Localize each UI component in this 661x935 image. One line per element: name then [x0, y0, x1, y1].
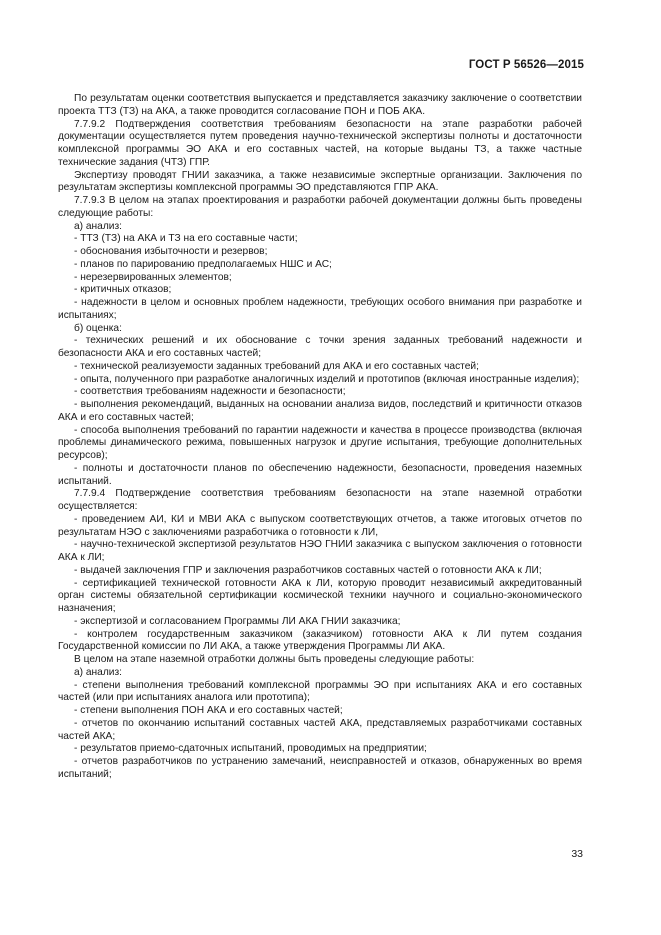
paragraph: По результатам оценки соответствия выпускается и представляется заказчику заключение о соответствии проекта ТТЗ (ТЗ) на АКА, а также проводится согласование ПОН и ПОБ АКА.	[58, 93, 582, 117]
document-body	[58, 93, 582, 782]
paragraph: - выполнения рекомендаций, выданных на основании анализа видов, последствий и критичности отказов АКА и его составных частей;	[58, 399, 582, 423]
paragraph: - проведением АИ, КИ и МВИ АКА с выпуском соответствующих отчетов, а также итоговых отчетов по результатам НЭО с заключениями разработчика о готовности к ЛИ,	[58, 513, 582, 538]
paragraph: - выдачей заключения ГПР и заключения разработчиков составных частей о готовности АКА к ЛИ;	[74, 564, 542, 576]
paragraph: - степени выполнения ПОН АКА и его составных частей;	[74, 705, 343, 716]
paragraph: - экспертизой и согласованием Программы ЛИ АКА ГНИИ заказчика;	[74, 615, 401, 627]
paragraph: - критичных отказов;	[74, 284, 172, 296]
paragraph: - планов по парированию предполагаемых НШС и АС;	[74, 258, 332, 270]
paragraph: - ТТЗ (ТЗ) на АКА и ТЗ на его составные части;	[74, 233, 298, 245]
paragraph: - результатов приемо-сдаточных испытаний, проводимых на предприятии;	[74, 743, 427, 755]
paragraph: 7.7.9.3 В целом на этапах проектирования и разработки рабочей документации должны быть проведены следующие работы:	[58, 195, 582, 219]
paragraph: - обоснования избыточности и резервов;	[74, 246, 268, 257]
paragraph: 7.7.9.4 Подтверждение соответствия требованиям безопасности на этапе наземной отработки осуществляется:	[58, 488, 582, 512]
page-number: 33	[571, 848, 583, 860]
paragraph: - научно-технической экспертизой результатов НЭО ГНИИ заказчика с выпуском заключения о готовности АКА к ЛИ;	[58, 539, 582, 563]
paragraph: - способа выполнения требований по гарантии надежности и качества в процессе производства (включая проблемы динамического режима, повышенных нагрузок и другие испытания, требующие дополнительных ресурсов);	[58, 424, 582, 461]
paragraph: а) анализ:	[74, 666, 122, 678]
paragraph: - нерезервированных элементов;	[74, 271, 232, 283]
paragraph: - сертификацией технической готовности АКА к ЛИ, которую проводит независимый аккредитованный орган системы обязательной сертификации космической техники научного и социально-экономического назначения;	[58, 577, 582, 614]
paragraph: - технических решений и их обоснование с точки зрения заданных требований надежности и безопасности АКА и его составных частей;	[58, 335, 582, 359]
paragraph: - технической реализуемости заданных требований для АКА и его составных частей;	[74, 360, 479, 372]
paragraph: - отчетов разработчиков по устранению замечаний, неисправностей и отказов, обнаруженных во время испытаний;	[58, 756, 582, 780]
paragraph: - надежности в целом и основных проблем надежности, требующих особого внимания при разработке и испытаниях;	[58, 297, 582, 321]
paragraph: а) анализ:	[74, 220, 122, 232]
paragraph: - отчетов по окончанию испытаний составных частей АКА, представляемых разработчиками составных частей АКА;	[58, 717, 582, 742]
paragraph: - соответствия требованиям надежности и безопасности;	[74, 386, 346, 398]
paragraph: - контролем государственным заказчиком (заказчиком) готовности АКА к ЛИ путем создания Государственной комиссии по ЛИ АКА, а также утверждения Программы ЛИ АКА.	[58, 628, 582, 653]
paragraph: б) оценка:	[74, 322, 122, 334]
paragraph: В целом на этапе наземной отработки должны быть проведены следующие работы:	[74, 654, 475, 665]
paragraph: - степени выполнения требований комплексной программы ЭО при испытаниях АКА и его составных частей (или при испытаниях аналога или прототипа);	[58, 679, 582, 704]
standard-header: ГОСТ Р 56526—2015	[468, 59, 584, 71]
paragraph: Экспертизу проводят ГНИИ заказчика, а также независимые экспертные организации. Заключения по результатам экспертизы комплексной программы ЭО представляются ГПР АКА.	[58, 169, 582, 194]
paragraph: - полноты и достаточности планов по обеспечению надежности, безопасности, проведения наземных испытаний.	[58, 462, 582, 487]
paragraph: - опыта, полученного при разработке аналогичных изделий и прототипов (включая иностранные изделия);	[74, 373, 580, 385]
paragraph: 7.7.9.2 Подтверждения соответствия требованиям безопасности на этапе разработки рабочей документации осуществляется путем проведения научно-технической экспертизы полноты и достаточности комплексной программы ЭО АКА и его составных частей, на которые выданы ТЗ, а также частные технические задания (ЧТЗ) ГПР.	[58, 118, 582, 168]
